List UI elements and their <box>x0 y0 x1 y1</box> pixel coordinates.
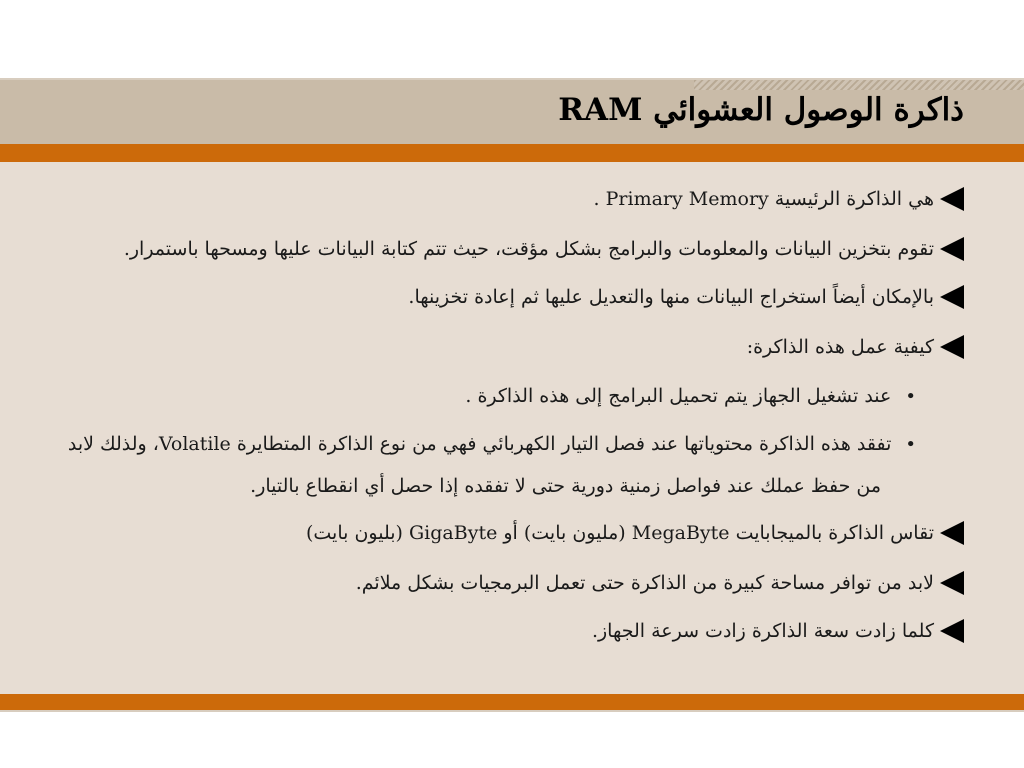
triangle-bullet-icon <box>940 619 964 643</box>
bullet-text: كيفية عمل هذه الذاكرة: <box>746 336 934 358</box>
triangle-bullet-icon <box>940 335 964 359</box>
slide-title: ذاكرة الوصول العشوائي RAM <box>558 92 964 128</box>
triangle-bullet-icon <box>940 571 964 595</box>
sub-bullet-continuation: من حفظ عملك عند فواصل زمنية دورية حتى لا تفقده إذا حصل أي انقطاع بالتيار. <box>250 475 881 497</box>
bullet-text: تقوم بتخزين البيانات والمعلومات والبرامج بشكل مؤقت، حيث تتم كتابة البيانات عليها ومسحها باستمرار. <box>123 238 934 260</box>
triangle-bullet-icon <box>940 521 964 545</box>
bullet-item <box>306 520 964 546</box>
bullet-text: كلما زادت سعة الذاكرة زادت سرعة الجهاز. <box>591 620 934 642</box>
dot-icon: • <box>905 386 916 407</box>
sub-bullet-text: عند تشغيل الجهاز يتم تحميل البرامج إلى هذه الذاكرة . <box>465 385 892 407</box>
triangle-bullet-icon <box>940 285 964 309</box>
sub-bullet-item <box>465 383 916 410</box>
sub-bullet-text: تفقد هذه الذاكرة محتوياتها عند فصل التيار الكهربائي فهي من نوع الذاكرة المتطايرة Volatile، ولذلك لابد <box>67 433 892 455</box>
sub-bullet-item <box>68 431 916 458</box>
bullet-item <box>747 334 964 360</box>
divider <box>0 710 1024 712</box>
bullet-item <box>592 618 964 644</box>
bullet-text: هي الذاكرة الرئيسية Primary Memory . <box>593 188 934 210</box>
bullet-item <box>408 284 964 310</box>
bullet-item <box>124 236 964 262</box>
bullet-text: بالإمكان أيضاً استخراج البيانات منها والتعديل عليها ثم إعادة تخزينها. <box>408 286 934 308</box>
decorative-stripes <box>694 80 1024 90</box>
dot-icon: • <box>905 434 916 455</box>
bullet-item <box>356 570 964 596</box>
accent-bar-bottom <box>0 694 1024 710</box>
bullet-text: لابد من توافر مساحة كبيرة من الذاكرة حتى تعمل البرمجيات بشكل ملائم. <box>355 572 934 594</box>
bullet-item <box>594 186 964 212</box>
title-band <box>0 78 1024 146</box>
bullet-text: تقاس الذاكرة بالميجابايت MegaByte (مليون بايت) أو GigaByte (بليون بايت) <box>305 522 934 544</box>
triangle-bullet-icon <box>940 237 964 261</box>
triangle-bullet-icon <box>940 187 964 211</box>
accent-bar-top <box>0 144 1024 162</box>
